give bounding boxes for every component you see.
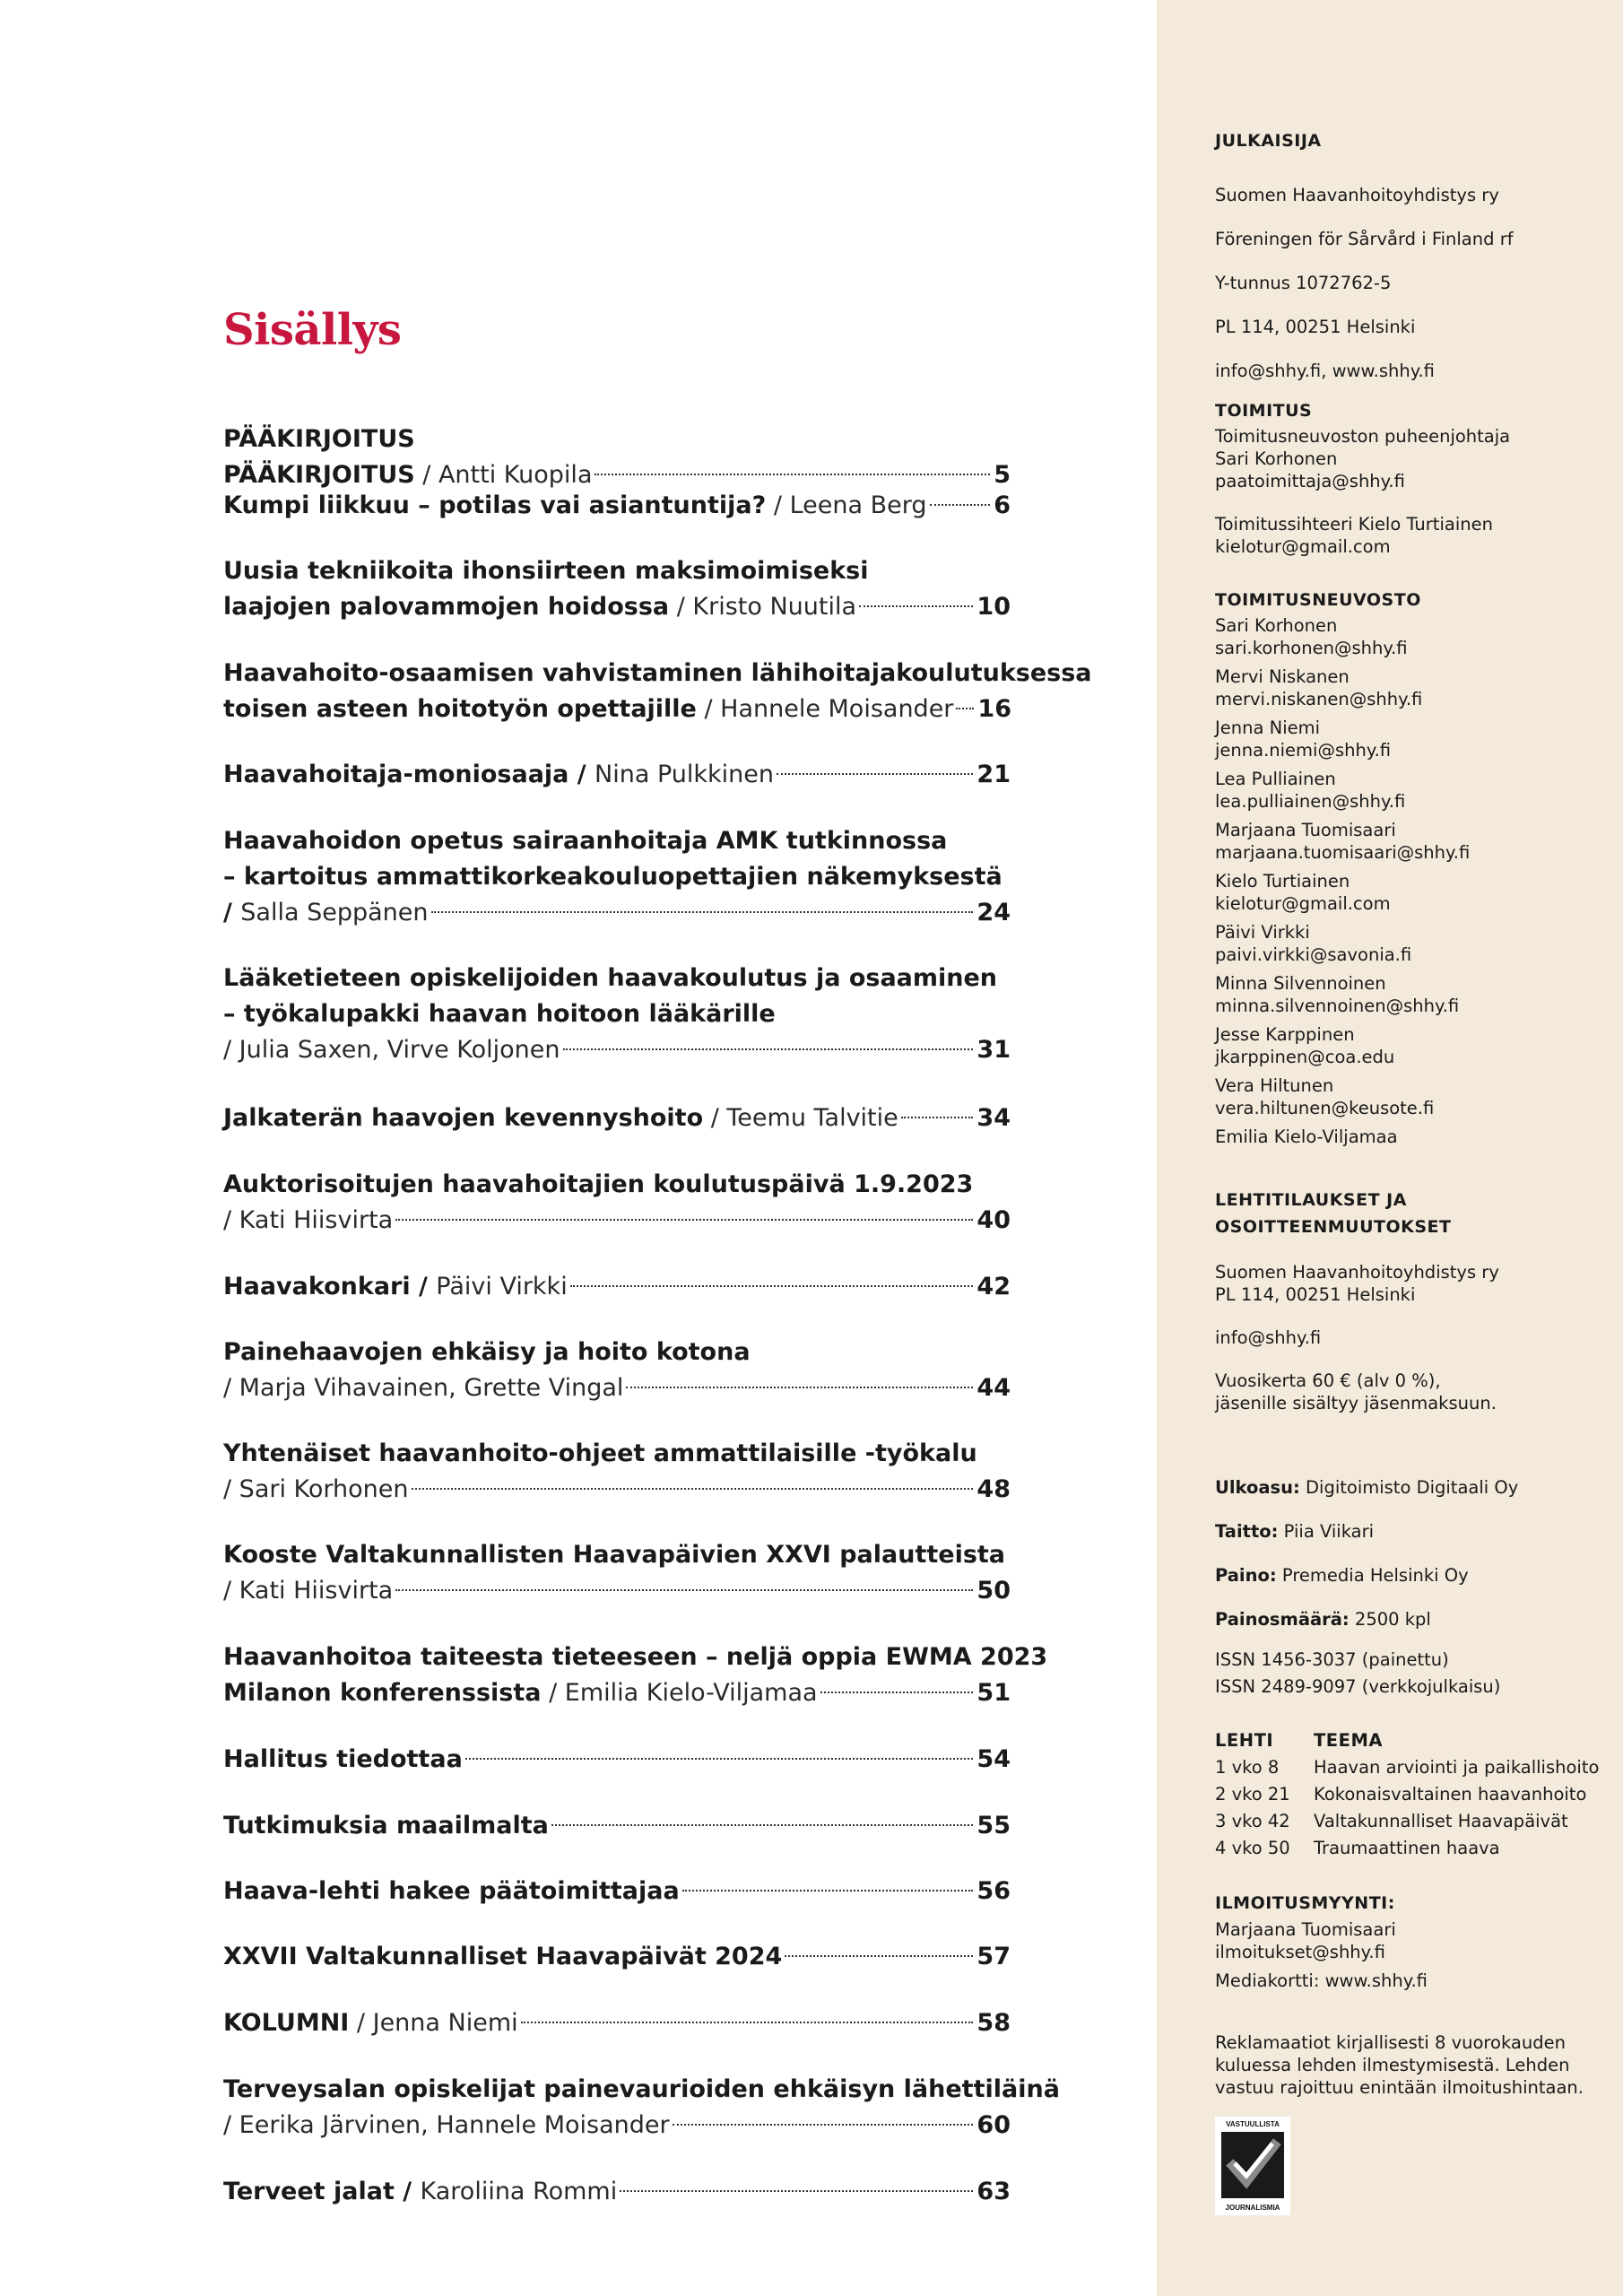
issn-line: ISSN 1456-3037 (painettu) xyxy=(1215,1649,1449,1670)
toc-entry xyxy=(223,823,1011,931)
toc-entry-page: 24 xyxy=(976,899,1011,926)
publisher-line: Suomen Haavanhoitoyhdistys ry xyxy=(1215,185,1499,205)
dot-leader xyxy=(785,1955,973,1957)
toc-entry-title: Haavakonkari / xyxy=(223,1273,437,1300)
toc-entry xyxy=(223,1167,1011,1239)
publisher-heading: JULKAISIJA xyxy=(1215,131,1322,151)
toc-entry-title-line: Uusia tekniikoita ihonsiirteen maksimoimiseksi xyxy=(223,557,869,585)
editorial-section xyxy=(1215,400,1610,558)
toc-entry-page: 55 xyxy=(976,1812,1011,1839)
credit-line xyxy=(1215,1597,1610,1641)
toc-entry-title-line: Haavahoidon opetus sairaanhoitaja AMK tutkinnossa xyxy=(223,827,948,855)
advertising-section xyxy=(1215,1892,1610,1992)
board-member-email: mervi.niskanen@shhy.fi xyxy=(1215,689,1423,709)
board-member-name: Mervi Niskanen xyxy=(1215,666,1350,687)
issue-row xyxy=(1215,1781,1599,1808)
toc-entry-line xyxy=(223,2174,1011,2210)
publisher-line: Y-tunnus 1072762-5 xyxy=(1215,273,1392,293)
toc-entry-title-line: Kooste Valtakunnallisten Haavapäivien XXVI palautteista xyxy=(223,1541,1006,1569)
issue-theme: Kokonaisvaltainen haavanhoito xyxy=(1314,1784,1587,1805)
toc-entry-page: 42 xyxy=(976,1273,1011,1300)
toc-entry-author: Salla Seppänen xyxy=(240,899,429,926)
board-member xyxy=(1215,819,1610,864)
board-member-email: jenna.niemi@shhy.fi xyxy=(1215,740,1392,761)
board-member xyxy=(1215,614,1610,659)
issue-number: 4 vko 50 xyxy=(1215,1838,1290,1858)
board-member-email: jkarppinen@coa.edu xyxy=(1215,1047,1395,1067)
toc-entry-page: 16 xyxy=(977,695,1011,723)
toc-entry-title: / xyxy=(223,899,241,926)
subscriptions-line: Suomen Haavanhoitoyhdistys ry xyxy=(1215,1262,1499,1283)
toc-entry-page: 10 xyxy=(976,593,1011,621)
board-member-name: Päivi Virkki xyxy=(1215,922,1310,943)
toc-entry-title: Terveet jalat / xyxy=(223,2178,421,2205)
toc-entry-line xyxy=(223,1472,1011,1508)
board-member-email: minna.silvennoinen@shhy.fi xyxy=(1215,996,1460,1016)
toc-entry-page: 54 xyxy=(976,1745,1011,1773)
toc-entry-author: Päivi Virkki xyxy=(436,1273,568,1300)
complaints-line: kuluessa lehden ilmestymisestä. Lehden xyxy=(1215,2055,1570,2075)
toc-entry-line xyxy=(223,1573,1011,1609)
complaints-line: Reklamaatiot kirjallisesti 8 vuorokauden xyxy=(1215,2032,1566,2053)
credit-label: Taitto: xyxy=(1215,1521,1279,1542)
dot-leader xyxy=(673,2124,974,2126)
advertising-line: Marjaana Tuomisaari xyxy=(1215,1919,1396,1940)
dot-leader xyxy=(395,1589,973,1591)
dot-leader xyxy=(521,2022,974,2023)
toc-entry-author: Karoliina Rommi xyxy=(420,2178,618,2205)
board-member xyxy=(1215,1126,1610,1148)
toc-entry xyxy=(223,961,1011,1068)
page-title: Sisällys xyxy=(223,305,402,355)
issue-col-header: LEHTI xyxy=(1215,1730,1274,1751)
publisher-line: PL 114, 00251 Helsinki xyxy=(1215,317,1416,337)
dot-leader xyxy=(412,1488,974,1490)
toc-entry xyxy=(223,422,1011,493)
toc-entry-line xyxy=(223,1032,1011,1068)
toc-entry-title: Jalkaterän haavojen kevennyshoito xyxy=(223,1104,704,1132)
publisher-section xyxy=(1215,130,1610,152)
toc-entry-author: / Antti Kuopila xyxy=(414,461,593,489)
board-member xyxy=(1215,717,1610,761)
board-member xyxy=(1215,665,1610,710)
credit-value: 2500 kpl xyxy=(1349,1609,1431,1630)
complaints-line: vastuu rajoittuu enintään ilmoitushintaan. xyxy=(1215,2077,1584,2098)
toc-entry-title-line: – kartoitus ammattikorkeakouluopettajien näkemyksestä xyxy=(223,863,1002,891)
toc-entry-page: 60 xyxy=(976,2111,1011,2139)
toc-entry-title: Milanon konferenssista xyxy=(223,1679,542,1707)
board-member-name: Vera Hiltunen xyxy=(1215,1075,1334,1096)
board-member-email: kielotur@gmail.com xyxy=(1215,893,1391,914)
toc-entry xyxy=(223,1269,1011,1305)
dot-leader xyxy=(626,1387,973,1388)
board-member-name: Lea Pulliainen xyxy=(1215,769,1336,789)
toc-entry-title: Kumpi liikkuu – potilas vai asiantuntija? xyxy=(223,491,767,519)
toc-entry-page: 44 xyxy=(976,1374,1011,1402)
board-member-email: vera.hiltunen@keusote.fi xyxy=(1215,1098,1435,1118)
issue-row xyxy=(1215,1835,1599,1862)
toc-entry-line xyxy=(223,1269,1011,1305)
board-member xyxy=(1215,972,1610,1017)
board-member xyxy=(1215,1023,1610,1068)
toc-entry xyxy=(223,1639,1048,1711)
publisher-details xyxy=(1215,173,1610,393)
board-member-name: Kielo Turtiainen xyxy=(1215,871,1350,891)
board-member xyxy=(1215,921,1610,966)
toc-entry-title: XXVII Valtakunnalliset Haavapäivät 2024 xyxy=(223,1943,783,1970)
toc-entry xyxy=(223,656,1092,727)
toc-entry-title-line: Painehaavojen ehkäisy ja hoito kotona xyxy=(223,1338,751,1366)
toc-entry-author: / Teemu Talvitie xyxy=(703,1104,898,1132)
subscriptions-price: jäsenille sisältyy jäsenmaksuun. xyxy=(1215,1393,1497,1413)
toc-entry-page: 34 xyxy=(976,1104,1011,1132)
board-member-name: Jesse Karppinen xyxy=(1215,1024,1355,1045)
dot-leader xyxy=(395,1219,973,1221)
toc-entry-title-line: Lääketieteen opiskelijoiden haavakoulutus ja osaaminen xyxy=(223,964,998,992)
responsible-journalism-logo xyxy=(1215,2117,1290,2215)
toc-entry-title: Haavahoitaja-moniosaaja / xyxy=(223,761,595,788)
board-member-email: paivi.virkki@savonia.fi xyxy=(1215,944,1412,965)
toc-entry-line xyxy=(223,1675,1011,1711)
dot-leader xyxy=(930,504,991,506)
dot-leader xyxy=(901,1117,974,1118)
toc-entry-line xyxy=(223,1742,1011,1778)
toc-entry-page: 6 xyxy=(994,491,1011,519)
board-member-name: Emilia Kielo-Viljamaa xyxy=(1215,1126,1398,1147)
credit-line xyxy=(1215,1465,1610,1509)
toc-entry xyxy=(223,1939,1011,1975)
toc-entry xyxy=(223,1808,1011,1844)
badge-top-text: VASTUULLISTA xyxy=(1226,2120,1280,2128)
toc-entry-line xyxy=(223,589,1011,625)
toc-entry-page: 48 xyxy=(976,1475,1011,1503)
publisher-line: Föreningen för Sårvård i Finland rf xyxy=(1215,229,1514,249)
issue-theme: Traumaattinen haava xyxy=(1314,1838,1500,1858)
responsible-journalism-badge xyxy=(1215,2117,1290,2215)
board-member-name: Marjaana Tuomisaari xyxy=(1215,820,1396,840)
toc-entry-line xyxy=(223,2108,1011,2144)
badge-bottom-text: JOURNALISMIA xyxy=(1225,2204,1280,2212)
toc-entry-page: 50 xyxy=(976,1577,1011,1605)
board-member-name: Minna Silvennoinen xyxy=(1215,973,1386,994)
editorial-line: Toimitussihteeri Kielo Turtiainen xyxy=(1215,514,1493,535)
issue-theme: Valtakunnalliset Haavapäivät xyxy=(1314,1811,1568,1831)
dot-leader xyxy=(551,1824,974,1826)
dot-leader xyxy=(595,474,990,475)
issue-number: 2 vko 21 xyxy=(1215,1784,1290,1805)
dot-leader xyxy=(431,911,974,913)
toc-entry-author: / Kati Hiisvirta xyxy=(223,1206,394,1234)
toc-entry-title: toisen asteen hoitotyön opettajille xyxy=(223,695,697,723)
toc-entry-line xyxy=(223,895,1011,931)
advertising-line: ilmoitukset@shhy.fi xyxy=(1215,1942,1385,1962)
board-member-name: Jenna Niemi xyxy=(1215,718,1321,738)
toc-entry xyxy=(223,1100,1011,1136)
toc-entry xyxy=(223,1537,1011,1609)
issue-row xyxy=(1215,1754,1599,1781)
toc-entry-author: Nina Pulkkinen xyxy=(595,761,775,788)
toc-entry-author: / Hannele Moisander xyxy=(696,695,954,723)
toc-entry-line xyxy=(223,757,1011,793)
toc-entry-title-line: Yhtenäiset haavanhoito-ohjeet ammattilaisille -työkalu xyxy=(223,1439,977,1467)
toc-entry-title-line: Terveysalan opiskelijat painevaurioiden ehkäisyn lähettiläinä xyxy=(223,2075,1060,2103)
subscriptions-email: info@shhy.fi xyxy=(1215,1327,1322,1348)
toc-entry-line xyxy=(223,691,1011,727)
toc-entry-title: KOLUMNI xyxy=(223,2009,350,2037)
issue-schedule-header xyxy=(1215,1727,1599,1754)
board-member xyxy=(1215,1074,1610,1119)
toc-entry-author: / Emilia Kielo-Viljamaa xyxy=(541,1679,818,1707)
toc-entry-line xyxy=(223,1939,1011,1975)
toc-entry-line xyxy=(223,1370,1011,1406)
issue-schedule xyxy=(1215,1727,1599,1862)
editorial-board-list xyxy=(1215,614,1610,1148)
subscriptions-heading: LEHTITILAUKSET JA xyxy=(1215,1190,1407,1210)
credit-value: Premedia Helsinki Oy xyxy=(1276,1565,1469,1586)
subscriptions-line: PL 114, 00251 Helsinki xyxy=(1215,1284,1416,1305)
toc-entry-line xyxy=(223,1808,1011,1844)
toc-entry-line xyxy=(223,1874,1011,1909)
dot-leader xyxy=(682,1890,974,1892)
issue-number: 1 vko 8 xyxy=(1215,1757,1280,1778)
advertising-heading: ILMOITUSMYYNTI: xyxy=(1215,1893,1395,1913)
dot-leader xyxy=(956,708,974,709)
toc-entry-title: PÄÄKIRJOITUS xyxy=(223,461,415,489)
editorial-line: Toimitusneuvoston puheenjohtaja xyxy=(1215,426,1511,447)
credit-value: Piia Viikari xyxy=(1278,1521,1375,1542)
subscriptions-price: Vuosikerta 60 € (alv 0 %), xyxy=(1215,1370,1441,1391)
toc-entry-author: / Marja Vihavainen, Grette Vingal xyxy=(223,1374,624,1402)
complaints-note xyxy=(1215,2031,1610,2099)
toc-entry-author: / Jenna Niemi xyxy=(349,2009,518,2037)
toc-entry-author: / Julia Saxen, Virve Koljonen xyxy=(223,1036,560,1064)
credit-line xyxy=(1215,1509,1610,1553)
board-member-email: sari.korhonen@shhy.fi xyxy=(1215,638,1408,658)
issue-row xyxy=(1215,1808,1599,1835)
issue-rows xyxy=(1215,1754,1599,1862)
toc-entry xyxy=(223,1335,1011,1406)
toc-entry-page: 51 xyxy=(976,1679,1011,1707)
toc-entry-title: Tutkimuksia maailmalta xyxy=(223,1812,549,1839)
editorial-line: paatoimittaja@shhy.fi xyxy=(1215,471,1405,491)
board-member-email: lea.pulliainen@shhy.fi xyxy=(1215,791,1406,812)
toc-entry-line xyxy=(223,1100,1011,1136)
dot-leader xyxy=(465,1758,974,1760)
toc-entry-author: / Sari Korhonen xyxy=(223,1475,409,1503)
toc-entry-title-line: Haavanhoitoa taiteesta tieteeseen – neljä oppia EWMA 2023 xyxy=(223,1643,1048,1671)
advertising-line: Mediakortti: www.shhy.fi xyxy=(1215,1970,1428,1991)
dot-leader xyxy=(563,1048,974,1050)
credit-line xyxy=(1215,1553,1610,1597)
toc-entry-page: 40 xyxy=(976,1206,1011,1234)
toc-entry-page: 58 xyxy=(976,2009,1011,2037)
toc-entry-page: 5 xyxy=(994,461,1011,489)
toc-entry-author: / Kristo Nuutila xyxy=(669,593,857,621)
editorial-line: Sari Korhonen xyxy=(1215,448,1338,469)
toc-entry-line xyxy=(223,1203,1011,1239)
board-member xyxy=(1215,870,1610,915)
editorial-board-heading: TOIMITUSNEUVOSTO xyxy=(1215,590,1421,610)
credit-label: Paino: xyxy=(1215,1565,1277,1586)
toc-entry-author: / Kati Hiisvirta xyxy=(223,1577,394,1605)
toc-entry-author: / Eerika Järvinen, Hannele Moisander xyxy=(223,2111,670,2139)
issue-number: 3 vko 42 xyxy=(1215,1811,1290,1831)
issn-line: ISSN 2489-9097 (verkkojulkaisu) xyxy=(1215,1676,1501,1697)
toc-entry xyxy=(223,2174,1011,2210)
toc-entry-title-line: Auktorisoitujen haavahoitajien koulutuspäivä 1.9.2023 xyxy=(223,1170,974,1198)
credit-value: Digitoimisto Digitaali Oy xyxy=(1299,1477,1519,1498)
board-member xyxy=(1215,768,1610,813)
dot-leader xyxy=(777,773,973,775)
issn-section xyxy=(1215,1647,1610,1700)
credit-label: Painosmäärä: xyxy=(1215,1609,1350,1630)
toc-entry-page: 63 xyxy=(976,2178,1011,2205)
toc-entry-title: Haava-lehti hakee päätoimittajaa xyxy=(223,1877,680,1905)
dot-leader xyxy=(620,2190,973,2192)
toc-entry-page: 21 xyxy=(976,761,1011,788)
toc-entry xyxy=(223,2005,1011,2041)
subscriptions-section xyxy=(1215,1189,1610,1414)
dot-leader xyxy=(859,605,973,607)
credit-label: Ulkoasu: xyxy=(1215,1477,1300,1498)
toc-entry-title-line: PÄÄKIRJOITUS xyxy=(223,425,415,453)
toc-entry xyxy=(223,553,1011,625)
theme-col-header: TEEMA xyxy=(1314,1730,1383,1751)
publisher-line: info@shhy.fi, www.shhy.fi xyxy=(1215,361,1435,381)
dot-leader xyxy=(820,1692,974,1693)
toc-entry xyxy=(223,1742,1011,1778)
toc-entry-line xyxy=(223,2005,1011,2041)
toc-entry-author: / Leena Berg xyxy=(766,491,927,519)
subscriptions-heading: OSOITTEENMUUTOKSET xyxy=(1215,1217,1452,1237)
toc-entry-line xyxy=(223,488,1011,524)
board-member-email: marjaana.tuomisaari@shhy.fi xyxy=(1215,842,1471,863)
toc-entry-title: Hallitus tiedottaa xyxy=(223,1745,463,1773)
toc-entry-title: laajojen palovammojen hoidossa xyxy=(223,593,670,621)
editorial-board-section xyxy=(1215,589,1610,1154)
toc-entry-page: 31 xyxy=(976,1036,1011,1064)
dot-leader xyxy=(570,1285,974,1287)
credits-section xyxy=(1215,1465,1610,1641)
toc-entry xyxy=(223,1436,1011,1508)
board-member-name: Sari Korhonen xyxy=(1215,615,1338,636)
toc-entry xyxy=(223,757,1011,793)
toc-entry-page: 57 xyxy=(976,1943,1011,1970)
toc-entry xyxy=(223,2072,1060,2144)
toc-entry xyxy=(223,1874,1011,1909)
editorial-line: kielotur@gmail.com xyxy=(1215,536,1391,557)
issue-theme: Haavan arviointi ja paikallishoito xyxy=(1314,1757,1600,1778)
editorial-heading: TOIMITUS xyxy=(1215,401,1313,421)
toc-entry-page: 56 xyxy=(976,1877,1011,1905)
toc-entry xyxy=(223,488,1011,524)
toc-entry-title-line: – työkalupakki haavan hoitoon lääkärille xyxy=(223,1000,776,1028)
toc-entry-title-line: Haavahoito-osaamisen vahvistaminen lähihoitajakoulutuksessa xyxy=(223,659,1092,687)
